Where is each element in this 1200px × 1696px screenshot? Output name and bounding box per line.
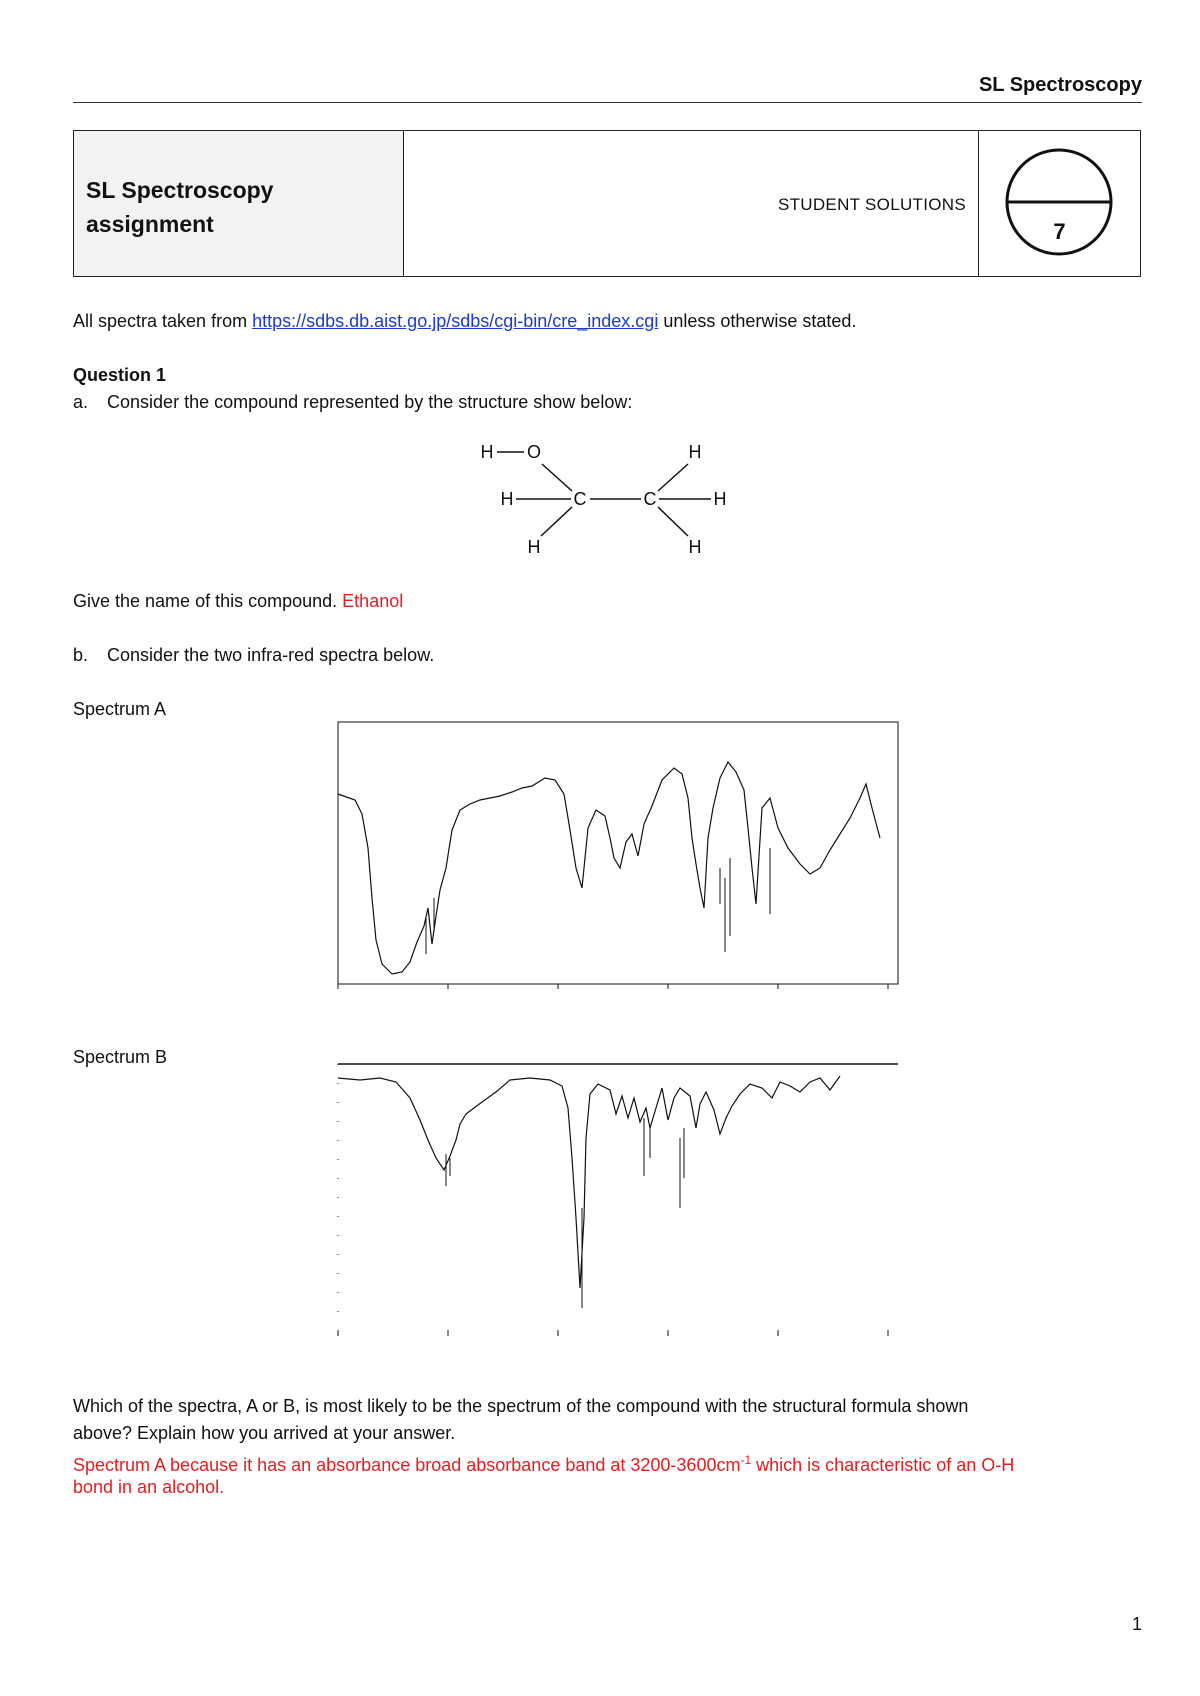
source-suffix: unless otherwise stated. <box>663 311 857 331</box>
spectrum-a-label: Spectrum A <box>73 699 167 719</box>
page-header <box>73 74 1142 103</box>
answer-text-b: which is characteristic of an O-H <box>751 1455 1015 1475</box>
part-b <box>73 642 434 669</box>
spectrum-b-image <box>300 1058 910 1358</box>
part-b-label: b. <box>73 645 89 665</box>
solutions-label: STUDENT SOLUTIONS <box>777 195 966 214</box>
spectrum-b-label: Spectrum B <box>73 1047 168 1067</box>
atom-c1: C <box>573 489 587 509</box>
page-number: 1 <box>1131 1614 1142 1634</box>
answer-line-2: bond in an alcohol. <box>73 1477 225 1497</box>
atom-h-left: H <box>500 489 514 509</box>
source-link[interactable]: https://sdbs.db.aist.go.jp/sdbs/cgi-bin/cre_index.cgi <box>252 311 659 331</box>
score-cell <box>979 131 1140 276</box>
assignment-title-line1: SL Spectroscopy <box>86 177 274 203</box>
atom-h-bottom-left: H <box>527 537 541 557</box>
name-question <box>73 588 403 615</box>
header-title: SL Spectroscopy <box>978 74 1142 96</box>
atom-h-top-left: H <box>480 442 494 462</box>
title-table <box>73 130 1141 277</box>
source-prefix: All spectra taken from <box>73 311 248 331</box>
atom-h-top-right: H <box>688 442 702 462</box>
ethanol-structure-diagram <box>470 436 750 566</box>
score-value: 7 <box>1053 219 1066 244</box>
question-line-1: Which of the spectra, A or B, is most likely to be the spectrum of the compound with the structural formula shown <box>73 1396 969 1416</box>
part-a-label: a. <box>73 392 89 412</box>
question-line-2: above? Explain how you arrived at your answer. <box>73 1423 456 1443</box>
solutions-cell <box>404 131 979 276</box>
name-prompt: Give the name of this compound. <box>73 591 338 611</box>
part-b-text: Consider the two infra-red spectra below. <box>107 645 435 665</box>
atom-o: O <box>526 442 542 462</box>
spectrum-a-image <box>300 718 910 1018</box>
atom-h-right: H <box>713 489 727 509</box>
question-1-heading: Question 1 <box>73 365 167 385</box>
name-answer: Ethanol <box>342 591 404 611</box>
atom-h-bottom-right: H <box>688 537 702 557</box>
assignment-title-cell <box>74 131 404 276</box>
answer-superscript: -1 <box>740 1453 752 1467</box>
answer-text-a: Spectrum A because it has an absorbance broad absorbance band at 3200-3600cm <box>73 1455 741 1475</box>
part-a-text: Consider the compound represented by the structure show below: <box>107 392 633 412</box>
source-note <box>73 308 856 335</box>
atom-c2: C <box>643 489 657 509</box>
part-a <box>73 389 632 416</box>
assignment-title-line2: assignment <box>86 211 214 237</box>
